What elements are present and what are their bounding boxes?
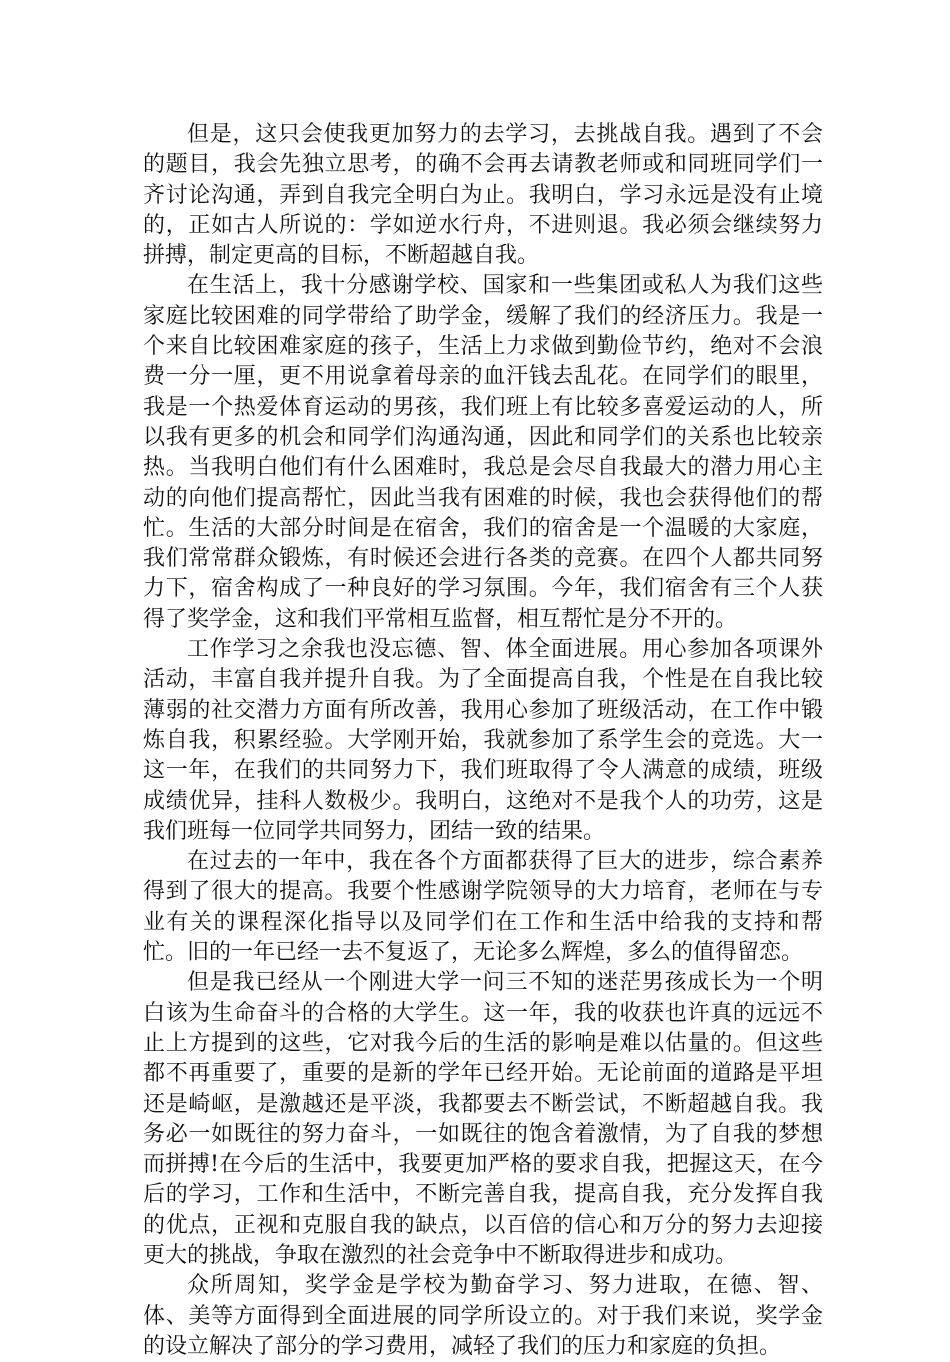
document-page: [143, 120, 823, 1362]
paragraph-5: 但是我已经从一个刚进大学一问三不知的迷茫男孩成长为一个明白该为生命奋斗的合格的大学生。这一年，我的收获也许真的远远不止上方提到的这些，它对我今后的生活的影响是难以估量的。但这些都不再重要了，重要的是新的学年已经开始。无论前面的道路是平坦还是崎岖，是激越还是平淡，我都要去不断尝试，不断超越自我。我务必一如既往的努力奋斗，一如既往的饱含着激情，为了自我的梦想而拼搏!在今后的生活中，我要更加严格的要求自我，把握这天，在今后的学习，工作和生活中，不断完善自我，提高自我，充分发挥自我的优点，正视和克服自我的缺点，以百倍的信心和万分的努力去迎接更大的挑战，争取在激烈的社会竞争中不断取得进步和成功。: [143, 970, 823, 1268]
paragraph-1: 但是，这只会使我更加努力的去学习，去挑战自我。遇到了不会的题目，我会先独立思考，的确不会再去请教老师或和同班同学们一齐讨论沟通，弄到自我完全明白为止。我明白，学习永远是没有止境的，正如古人所说的：学如逆水行舟，不进则退。我必须会继续努力拼搏，制定更高的目标，不断超越自我。: [143, 122, 823, 269]
paragraph-2: 在生活上，我十分感谢学校、国家和一些集团或私人为我们这些家庭比较困难的同学带给了助学金，缓解了我们的经济压力。我是一个来自比较困难家庭的孩子，生活上力求做到勤俭节约，绝对不会浪费一分一厘，更不用说拿着母亲的血汗钱去乱花。在同学们的眼里，我是一个热爱体育运动的男孩，我们班上有比较多喜爱运动的人，所以我有更多的机会和同学们沟通沟通，因此和同学们的关系也比较亲热。当我明白他们有什么困难时，我总是会尽自我最大的潜力用心主动的向他们提高帮忙，因此当我有困难的时候，我也会获得他们的帮忙。生活的大部分时间是在宿舍，我们的宿舍是一个温暖的大家庭，我们常常群众锻炼，有时候还会进行各类的竞赛。在四个人都共同努力下，宿舍构成了一种良好的学习氛围。今年，我们宿舍有三个人获得了奖学金，这和我们平常相互监督，相互帮忙是分不开的。: [143, 273, 823, 632]
paragraph-3: 工作学习之余我也没忘德、智、体全面进展。用心参加各项课外活动，丰富自我并提升自我。为了全面提高自我，个性是在自我比较薄弱的社交潜力方面有所改善，我用心参加了班级活动，在工作中锻炼自我，积累经验。大学刚开始，我就参加了系学生会的竞选。大一这一年，在我们的共同努力下，我们班取得了令人满意的成绩，班级成绩优异，挂科人数极少。我明白，这绝对不是我个人的功劳，这是我们班每一位同学共同努力，团结一致的结果。: [143, 637, 823, 844]
paragraph-6: 众所周知，奖学金是学校为勤奋学习、努力进取，在德、智、体、美等方面得到全面进展的同学所设立的。对于我们来说，奖学金的设立解决了部分的学习费用，减轻了我们的压力和家庭的负担。: [143, 1273, 823, 1359]
paragraph-4: 在过去的一年中，我在各个方面都获得了巨大的进步，综合素养得到了很大的提高。我要个性感谢学院领导的大力培育，老师在与专业有关的课程深化指导以及同学们在工作和生活中给我的支持和帮忙。旧的一年已经一去不复返了，无论多么辉煌，多么的值得留恋。: [143, 849, 823, 966]
